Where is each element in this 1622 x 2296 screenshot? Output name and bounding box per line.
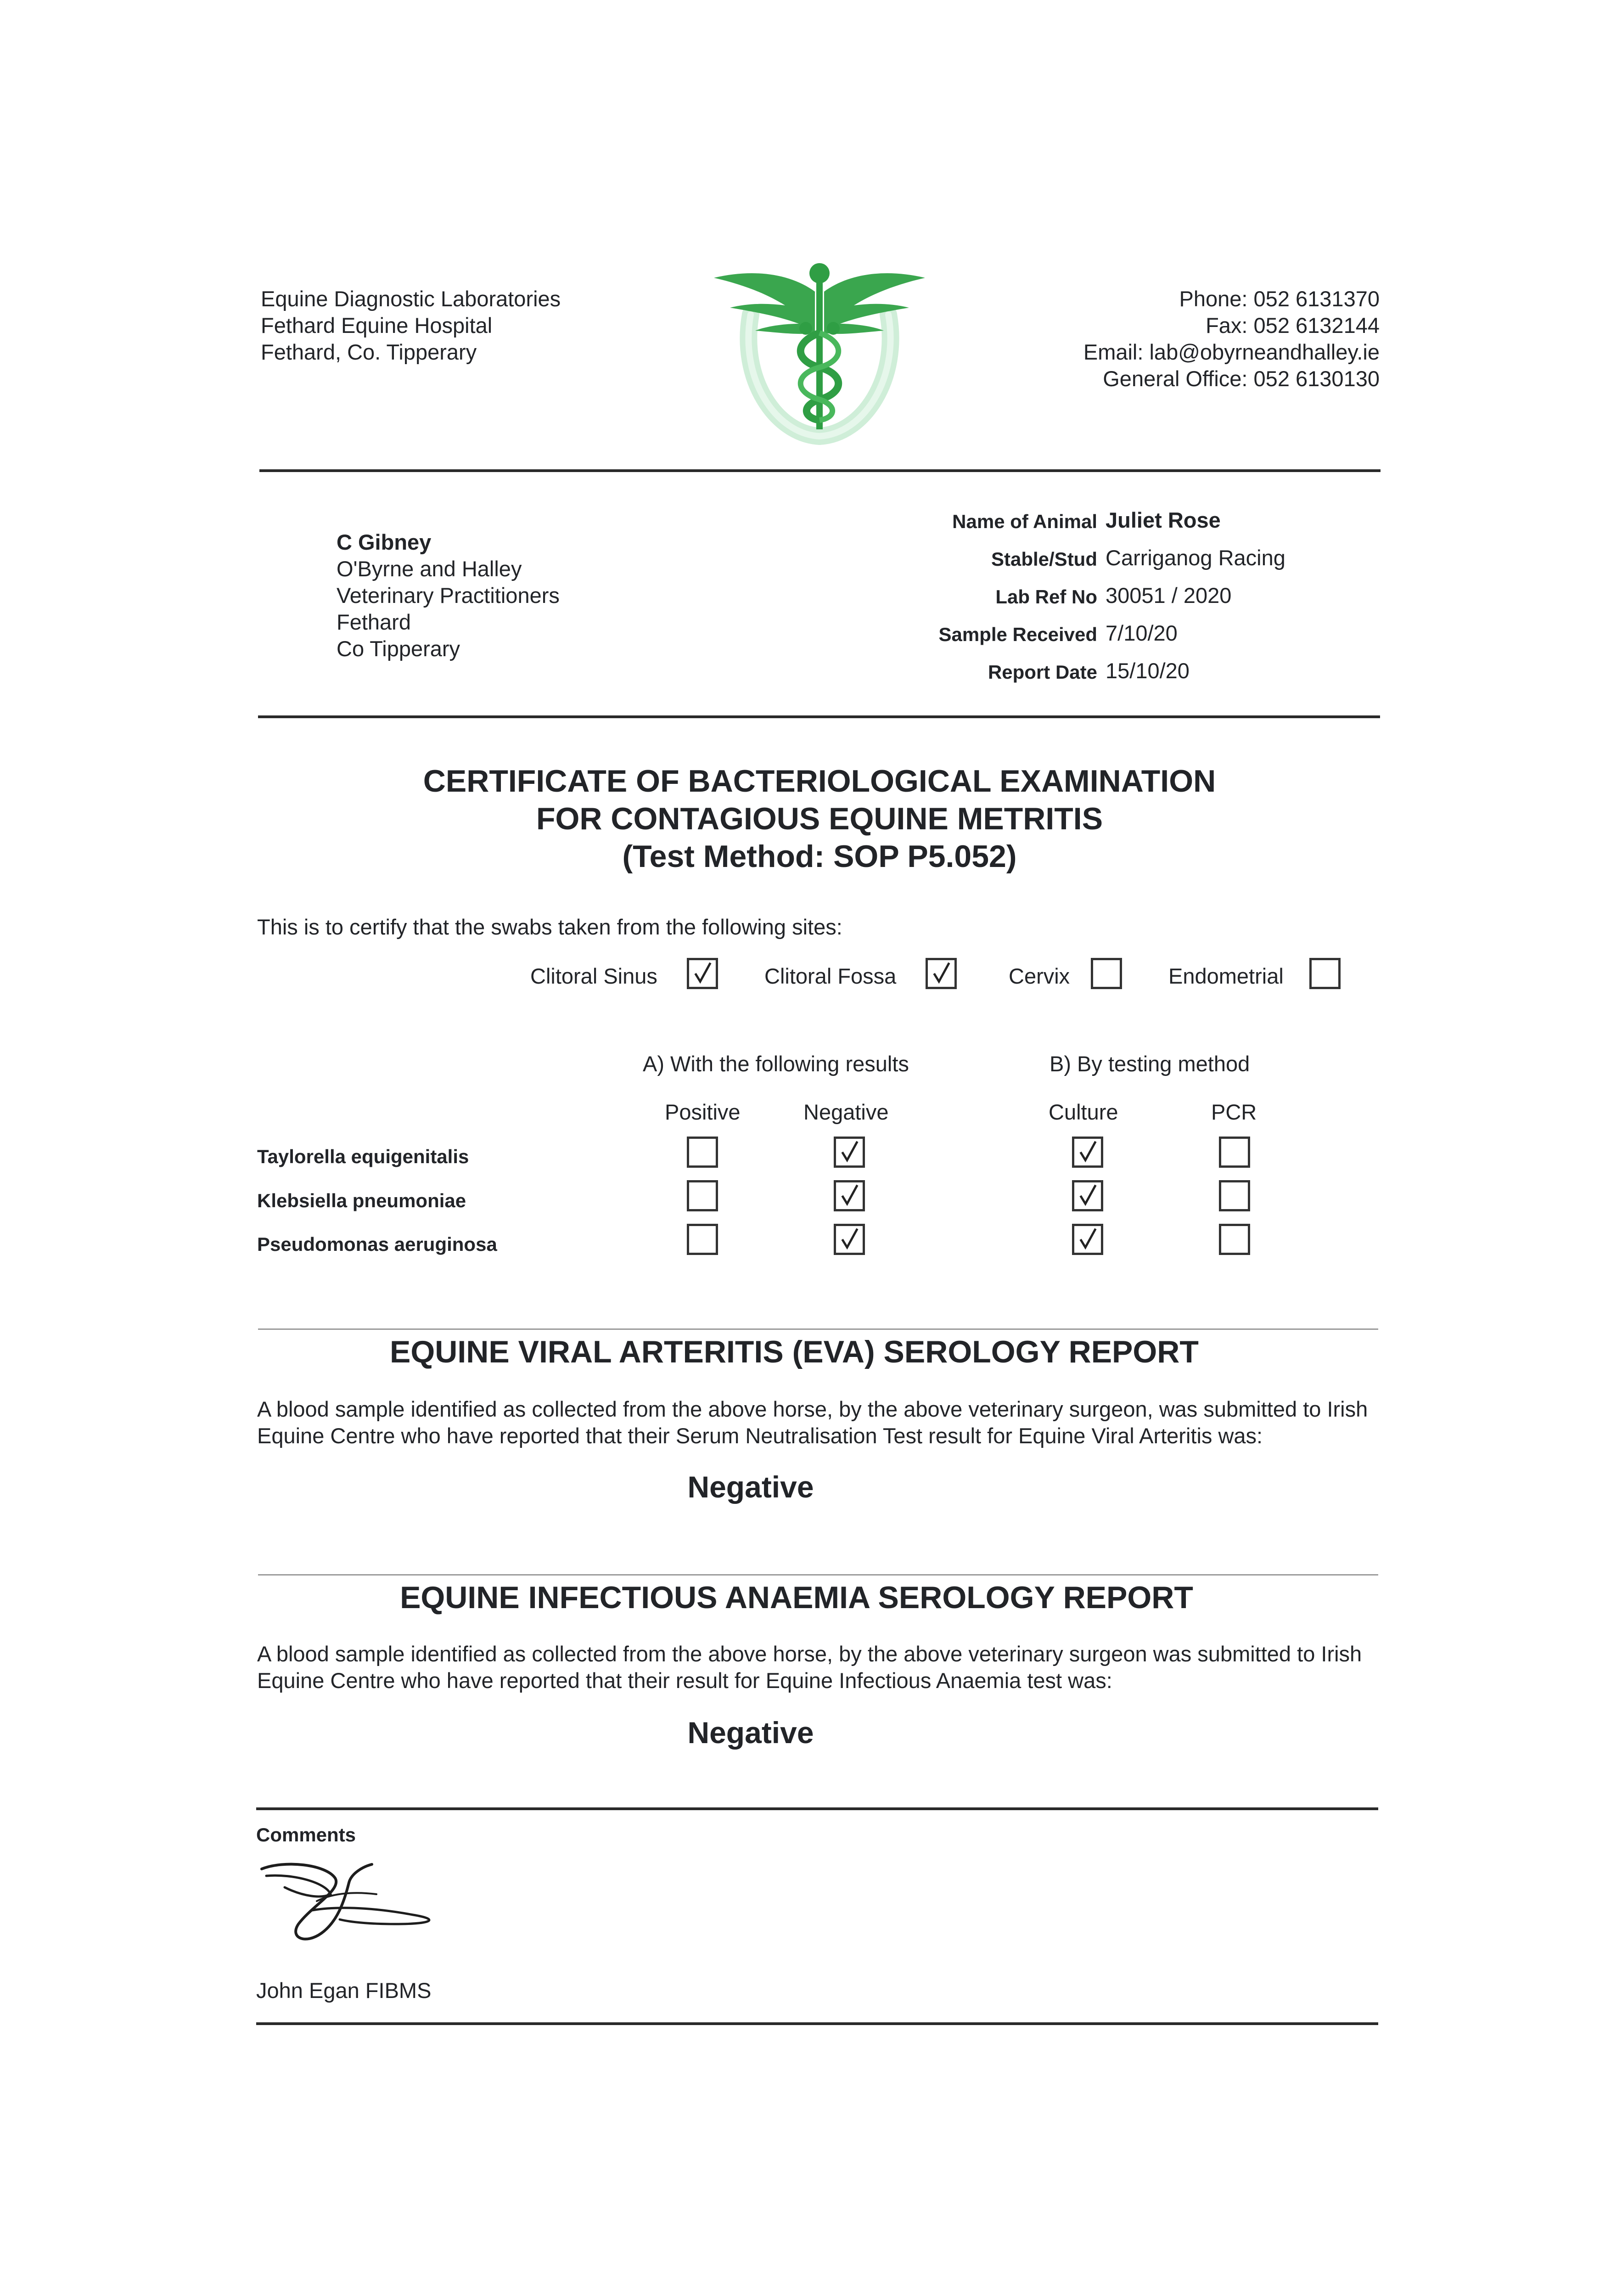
site-label: Endometrial (1168, 964, 1284, 988)
certificate-title-line: CERTIFICATE OF BACTERIOLOGICAL EXAMINATION (423, 764, 1216, 799)
checkmark-icon (689, 960, 716, 987)
culture-checkbox[interactable] (1072, 1137, 1103, 1168)
certificate-intro: This is to certify that the swabs taken from the following sites: (257, 915, 842, 939)
addressee-line: Veterinary Practitioners (337, 583, 560, 608)
site-checkbox-clitoral-sinus[interactable] (687, 958, 718, 989)
positive-checkbox[interactable] (687, 1224, 718, 1255)
site-label: Clitoral Sinus (530, 964, 657, 988)
checkmark-icon (836, 1226, 863, 1253)
lab-address (261, 286, 561, 366)
organism-name: Pseudomonas aeruginosa (257, 1233, 497, 1255)
checkmark-icon (1074, 1139, 1101, 1165)
column-header-culture: Culture (1049, 1100, 1118, 1124)
site-checkbox-clitoral-fossa[interactable] (926, 958, 957, 989)
divider (256, 1807, 1378, 1810)
detail-value: Juliet Rose (1106, 508, 1221, 532)
certificate-title-line: FOR CONTAGIOUS EQUINE METRITIS (536, 801, 1103, 836)
pcr-checkbox[interactable] (1219, 1137, 1250, 1168)
site-label: Cervix (1009, 964, 1070, 988)
site-label: Clitoral Fossa (764, 964, 897, 988)
site-checkbox-endometrial[interactable] (1309, 958, 1341, 989)
phone: Phone: 052 6131370 (1179, 287, 1380, 311)
pcr-checkbox[interactable] (1219, 1180, 1250, 1211)
lab-address-line: Fethard Equine Hospital (261, 313, 493, 338)
signature-icon (257, 1855, 450, 1947)
comments-label: Comments (256, 1824, 356, 1846)
certificate-title-line: (Test Method: SOP P5.052) (622, 839, 1017, 874)
detail-label: Lab Ref No (995, 586, 1097, 608)
culture-checkbox[interactable] (1072, 1180, 1103, 1211)
addressee-line: Fethard (337, 610, 411, 634)
detail-label: Report Date (988, 661, 1097, 683)
addressee-name: C Gibney (337, 530, 432, 554)
caduceus-logo-icon (712, 259, 927, 448)
addressee-line: Co Tipperary (337, 636, 460, 661)
caduceus-logo (712, 259, 927, 448)
positive-checkbox[interactable] (687, 1180, 718, 1211)
negative-checkbox[interactable] (834, 1180, 865, 1211)
eia-result: Negative (687, 1716, 814, 1750)
lab-address-line: Equine Diagnostic Laboratories (261, 287, 561, 311)
checkmark-icon (836, 1139, 863, 1165)
detail-value: Carriganog Racing (1106, 546, 1285, 570)
divider (256, 2022, 1378, 2025)
eva-title: EQUINE VIRAL ARTERITIS (EVA) SEROLOGY REPORT (390, 1334, 1199, 1369)
positive-checkbox[interactable] (687, 1137, 718, 1168)
results-heading: A) With the following results (643, 1052, 909, 1076)
detail-value: 15/10/20 (1106, 658, 1190, 683)
addressee-line: O'Byrne and Halley (337, 557, 522, 581)
fax: Fax: 052 6132144 (1206, 313, 1380, 338)
detail-value: 7/10/20 (1106, 621, 1178, 645)
eva-text: A blood sample identified as collected from the above horse, by the above veterinary surgeon, was submitted to Irish Equine Centre who have reported that their Serum Neutralisation Test result for Equine Viral Arteritis was: (257, 1397, 1368, 1448)
checkmark-icon (1074, 1226, 1101, 1253)
checkmark-icon (928, 960, 954, 987)
negative-checkbox[interactable] (834, 1137, 865, 1168)
addressee (337, 529, 560, 662)
divider (258, 1574, 1378, 1576)
detail-value: 30051 / 2020 (1106, 583, 1232, 608)
pcr-checkbox[interactable] (1219, 1224, 1250, 1255)
signature (257, 1855, 450, 1947)
eia-text: A blood sample identified as collected from the above horse, by the above veterinary surgeon was submitted to Irish Equine Centre who have reported that their result for Equine Infectious Anaemia test was: (257, 1642, 1362, 1693)
divider (259, 469, 1381, 472)
lab-contact (1010, 286, 1380, 392)
checkmark-icon (836, 1182, 863, 1209)
certificate-title (0, 762, 1622, 875)
lab-address-line: Fethard, Co. Tipperary (261, 340, 477, 364)
organism-name: Klebsiella pneumoniae (257, 1190, 466, 1211)
divider (258, 1328, 1378, 1330)
organism-name: Taylorella equigenitalis (257, 1146, 469, 1167)
detail-label: Stable/Stud (991, 548, 1097, 570)
detail-label: Name of Animal (952, 511, 1097, 532)
signatory-name: John Egan FIBMS (256, 1978, 432, 2003)
method-heading: B) By testing method (1050, 1052, 1250, 1076)
culture-checkbox[interactable] (1072, 1224, 1103, 1255)
divider (258, 715, 1380, 718)
email: Email: lab@obyrneandhalley.ie (1083, 340, 1380, 364)
general-office: General Office: 052 6130130 (1103, 366, 1380, 391)
detail-label: Sample Received (938, 624, 1097, 645)
column-header-pcr: PCR (1211, 1100, 1257, 1124)
checkmark-icon (1074, 1182, 1101, 1209)
negative-checkbox[interactable] (834, 1224, 865, 1255)
column-header-negative: Negative (803, 1100, 889, 1124)
column-header-positive: Positive (665, 1100, 741, 1124)
eva-result: Negative (687, 1470, 814, 1504)
site-checkbox-cervix[interactable] (1091, 958, 1122, 989)
eia-title: EQUINE INFECTIOUS ANAEMIA SEROLOGY REPORT (400, 1580, 1193, 1615)
